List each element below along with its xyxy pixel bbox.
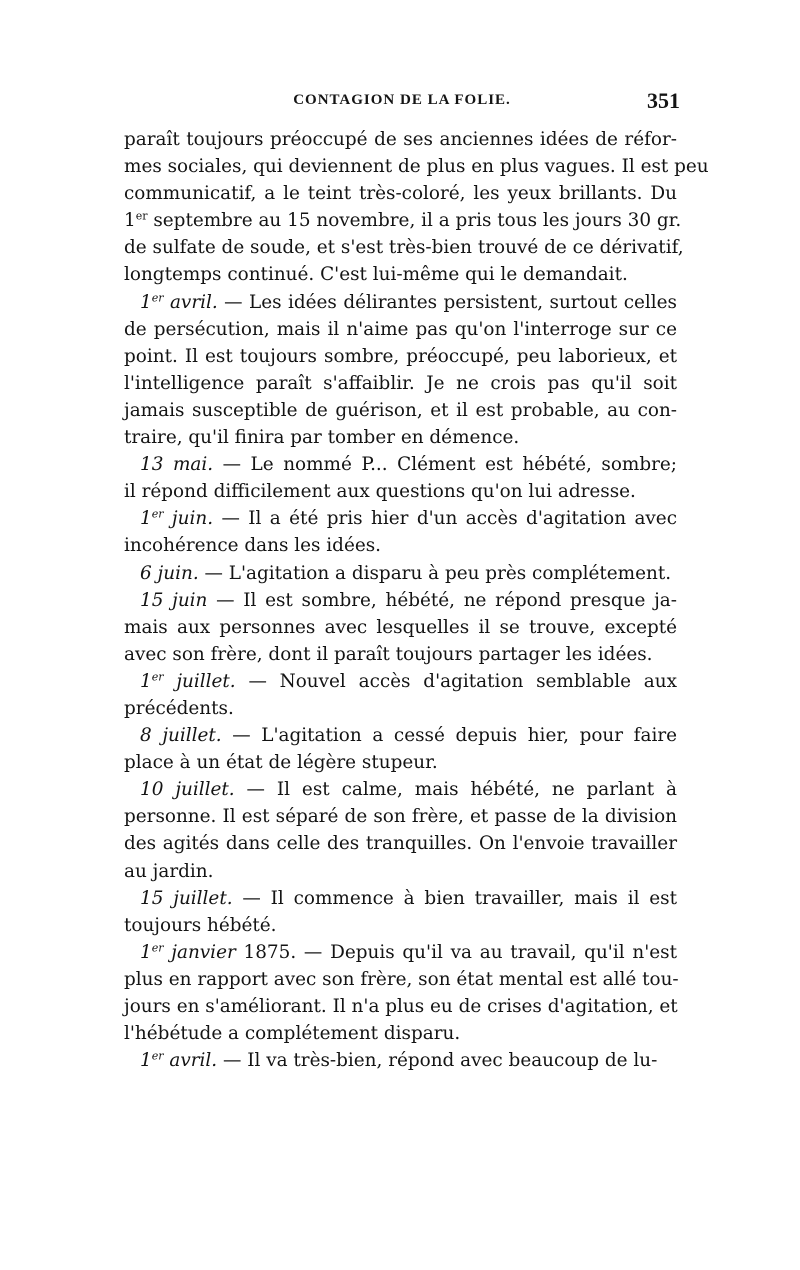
text-line: 1er avril. — Il va très-bien, répond avec beaucoup de lu- bbox=[140, 1049, 658, 1072]
text-line: 1er avril. — Les idées délirantes persistent, surtout celles bbox=[140, 290, 677, 313]
entry-date: 15 juillet. bbox=[140, 887, 233, 909]
paragraph bbox=[124, 451, 677, 505]
text-line: de sulfate de soude, et s'est très-bien trouvé de ce dérivatif, bbox=[124, 237, 684, 259]
text-line: 13 mai. — Le nommé P... Clément est hébété, sombre; bbox=[140, 454, 677, 476]
text-line: traire, qu'il finira par tomber en démence. bbox=[124, 427, 520, 449]
text-line: de persécution, mais il n'aime pas qu'on l'interroge sur ce bbox=[124, 318, 677, 340]
entry-date: 1er avril. bbox=[140, 1049, 218, 1072]
paragraph bbox=[124, 722, 677, 776]
paragraph bbox=[124, 126, 709, 289]
body-text bbox=[124, 126, 709, 1074]
entry-date: 6 juin. bbox=[140, 562, 199, 584]
text-line: 1er janvier 1875. — Depuis qu'il va au travail, qu'il n'est bbox=[140, 941, 677, 963]
text-line: incohérence dans les idées. bbox=[124, 535, 381, 557]
text-line: place à un état de légère stupeur. bbox=[124, 752, 438, 774]
text-line: 8 juillet. — L'agitation a cessé depuis hier, pour faire bbox=[140, 725, 677, 747]
text-line: mes sociales, qui deviennent de plus en plus vagues. Il est peu bbox=[124, 156, 709, 178]
entry-date: 1er avril. bbox=[140, 290, 218, 313]
text-line: longtemps continué. C'est lui-même qui le demandait. bbox=[124, 264, 628, 286]
paragraph bbox=[124, 587, 677, 668]
entry-date: 8 juillet. bbox=[140, 725, 222, 747]
text-line: l'intelligence paraît s'affaiblir. Je ne crois pas qu'il soit bbox=[124, 372, 677, 394]
entry-date: 13 mai. bbox=[140, 454, 214, 476]
text-line: il répond difficilement aux questions qu'on lui adresse. bbox=[124, 481, 636, 503]
text-line: point. Il est toujours sombre, préoccupé, peu laborieux, et bbox=[124, 345, 677, 367]
text-line: plus en rapport avec son frère, son état mental est allé tou- bbox=[124, 968, 679, 990]
text-line: l'hébétude a complétement disparu. bbox=[124, 1023, 461, 1045]
paragraph bbox=[124, 776, 677, 884]
entry-date: 10 juillet. bbox=[140, 779, 235, 801]
running-head: CONTAGION DE LA FOLIE. bbox=[293, 92, 511, 108]
page-header bbox=[124, 88, 680, 122]
entry-date: 1er juillet. bbox=[140, 670, 236, 692]
entry-date: 1er juin. bbox=[140, 507, 214, 530]
text-line: mais aux personnes avec lesquelles il se trouve, excepté bbox=[124, 616, 677, 638]
text-line: précédents. bbox=[124, 697, 234, 719]
text-line: communicatif, a le teint très-coloré, les yeux brillants. Du bbox=[124, 183, 677, 205]
text-line: toujours hébété. bbox=[124, 914, 277, 936]
text-line: paraît toujours préoccupé de ses anciennes idées de réfor- bbox=[124, 129, 677, 150]
text-line: jours en s'améliorant. Il n'a plus eu de crises d'agitation, et bbox=[124, 996, 678, 1017]
text-line: 1er juillet. — Nouvel accès d'agitation semblable aux bbox=[140, 670, 677, 692]
page-number: 351 bbox=[647, 88, 680, 113]
paragraph bbox=[124, 885, 677, 939]
text-line: avec son frère, dont il paraît toujours partager les idées. bbox=[124, 643, 653, 665]
paragraph bbox=[124, 289, 677, 452]
text-line: 6 juin. — L'agitation a disparu à peu près complétement. bbox=[140, 562, 672, 584]
text-line: 10 juillet. — Il est calme, mais hébété, ne parlant à bbox=[140, 779, 678, 801]
text-line: 1er juin. — Il a été pris hier d'un accès d'agitation avec bbox=[140, 507, 677, 530]
paragraph bbox=[124, 505, 677, 559]
text-line: jamais susceptible de guérison, et il est probable, au con- bbox=[124, 399, 677, 421]
text-line: personne. Il est séparé de son frère, et passe de la division bbox=[124, 806, 677, 828]
text-line: 15 juin — Il est sombre, hébété, ne répond presque ja- bbox=[140, 589, 677, 611]
entry-date: 15 juin bbox=[140, 589, 208, 611]
paragraph bbox=[124, 1047, 677, 1074]
text-line: 15 juillet. — Il commence à bien travailler, mais il est bbox=[140, 887, 678, 909]
paragraph bbox=[124, 939, 677, 1047]
paragraph bbox=[124, 560, 677, 587]
paragraph bbox=[124, 668, 677, 722]
text-line: 1er septembre au 15 novembre, il a pris tous les jours 30 gr. bbox=[124, 209, 682, 232]
entry-date: 1er janvier bbox=[140, 941, 236, 963]
text-line: au jardin. bbox=[124, 860, 214, 882]
text-line: des agités dans celle des tranquilles. On l'envoie travailler bbox=[124, 833, 677, 855]
